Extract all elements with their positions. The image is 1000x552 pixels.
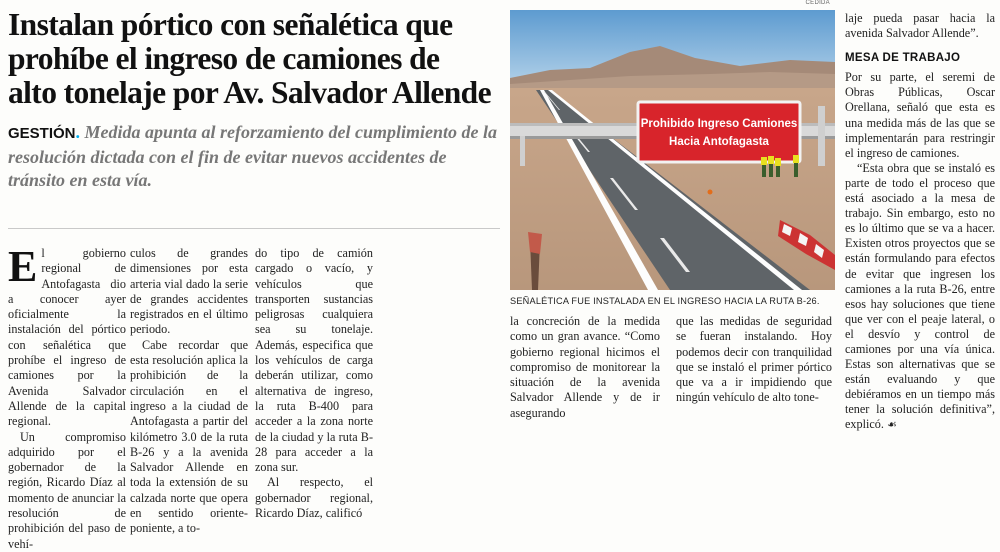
road-photo-illustration: [510, 10, 835, 290]
paragraph: Cabe recordar que esta resolución aplica la prohibición de la circulación en el ingreso a la ciudad de Antofagasta a partir del kilómetro 3.0 de la ruta B-26 y a la avenida Salvador Allende en toda la extensión de su calzada norte que opera en sentido oriente-poniente, a to-: [130, 337, 248, 536]
sign-text-line-1: Prohibido Ingreso Camiones: [640, 118, 798, 130]
drop-cap: E: [8, 242, 38, 291]
body-column-4: [510, 314, 660, 421]
paragraph: Un compromiso adquirido por el gobernador de la región, Ricardo Díaz al momento de anunciar la resolución de prohibición del paso de vehí-: [8, 429, 126, 551]
headline-line-3: alto tonelaje por Av. Salvador Allende: [8, 75, 491, 110]
paragraph: “Esta obra que se instaló es parte de todo el proceso que está asociado a la mesa de trabajo. Sin embargo, esto no es lo último que se va a hacer. Existen otros proyectos que se están formulando para efectos de evitar que ingresen los camiones a la ruta B-26, entre esos hay soluciones que tiene que ver con el peaje lateral, o el desvío y control de camiones por una vía única. Estas son alternativas que se están evaluando y que debiéramos en un tiempo más tener la solución definitiva”, explicó. ☙: [845, 160, 995, 432]
photo-caption: SEÑALÉTICA FUE INSTALADA EN EL INGRESO HACIA LA RUTA B-26.: [510, 296, 820, 306]
subheading: MESA DE TRABAJO: [845, 52, 961, 65]
headline-line-1: Instalan pórtico con señalética que: [8, 7, 453, 42]
section-tag-dot: .: [75, 122, 81, 142]
body-column-2: [130, 246, 248, 537]
photo: [510, 10, 835, 290]
paragraph: Por su parte, el seremi de Obras Públicas, Oscar Orellana, señaló que esta es una medida más de las que se implementarán para restringir el ingreso de camiones.: [845, 70, 995, 160]
headline: [8, 8, 498, 110]
headline-line-2: prohíbe el ingreso de camiones de: [8, 41, 440, 76]
paragraph: do tipo de camión cargado o vacío, y vehículos que transporten sustancias peligrosas cualquiera sea su tonelaje. Además, especifica que los vehículos de carga deberán utilizar, como alternativa de ingreso, la ruta B-400 para acceder a la zona norte de la ciudad y la ruta B-28 para acceder a la zona sur.: [255, 246, 373, 475]
paragraph: Al respecto, el gobernador regional, Ricardo Díaz, calificó: [255, 475, 373, 521]
paragraph: El gobierno regional de Antofagasta dio a conocer ayer oficialmente la instalación del pórtico con señalética que prohíbe el ingreso de camiones por la Avenida Salvador Allende de la capital regional.: [8, 242, 126, 429]
kicker-text: Medida apunta al reforzamiento del cumplimiento de la resolución dictada con el fin de evitar nuevos accidentes de tránsito en esta vía.: [8, 122, 498, 190]
paragraph: la concreción de la medida como un gran avance. “Como gobierno regional hicimos el compromiso de monitorear la situación de la avenida Salvador Allende y de ir asegurando: [510, 314, 660, 420]
paragraph: laje pueda pasar hacia la avenida Salvador Allende”.: [845, 11, 995, 41]
divider: [8, 228, 500, 229]
body-column-1: [8, 242, 126, 552]
paragraph: que las medidas de seguridad se fueran instalando. Hoy podemos decir con tranquilidad que se instaló el primer pórtico que va a ir impidiendo que ningún vehículo de alto tone-: [676, 314, 832, 405]
photo-credit: CEDIDA: [805, 0, 830, 6]
end-mark-icon: ☙: [886, 419, 897, 432]
kicker: [8, 121, 500, 193]
body-column-6: [845, 11, 995, 434]
paragraph: culos de grandes dimensiones por esta arteria vial dado la serie de grandes accidentes registrados en el último periodo.: [130, 246, 248, 337]
body-column-3: [255, 246, 373, 521]
body-column-5: [676, 314, 832, 406]
sign-text-line-2: Hacia Antofagasta: [669, 136, 769, 148]
section-tag: GESTIÓN: [8, 125, 76, 142]
